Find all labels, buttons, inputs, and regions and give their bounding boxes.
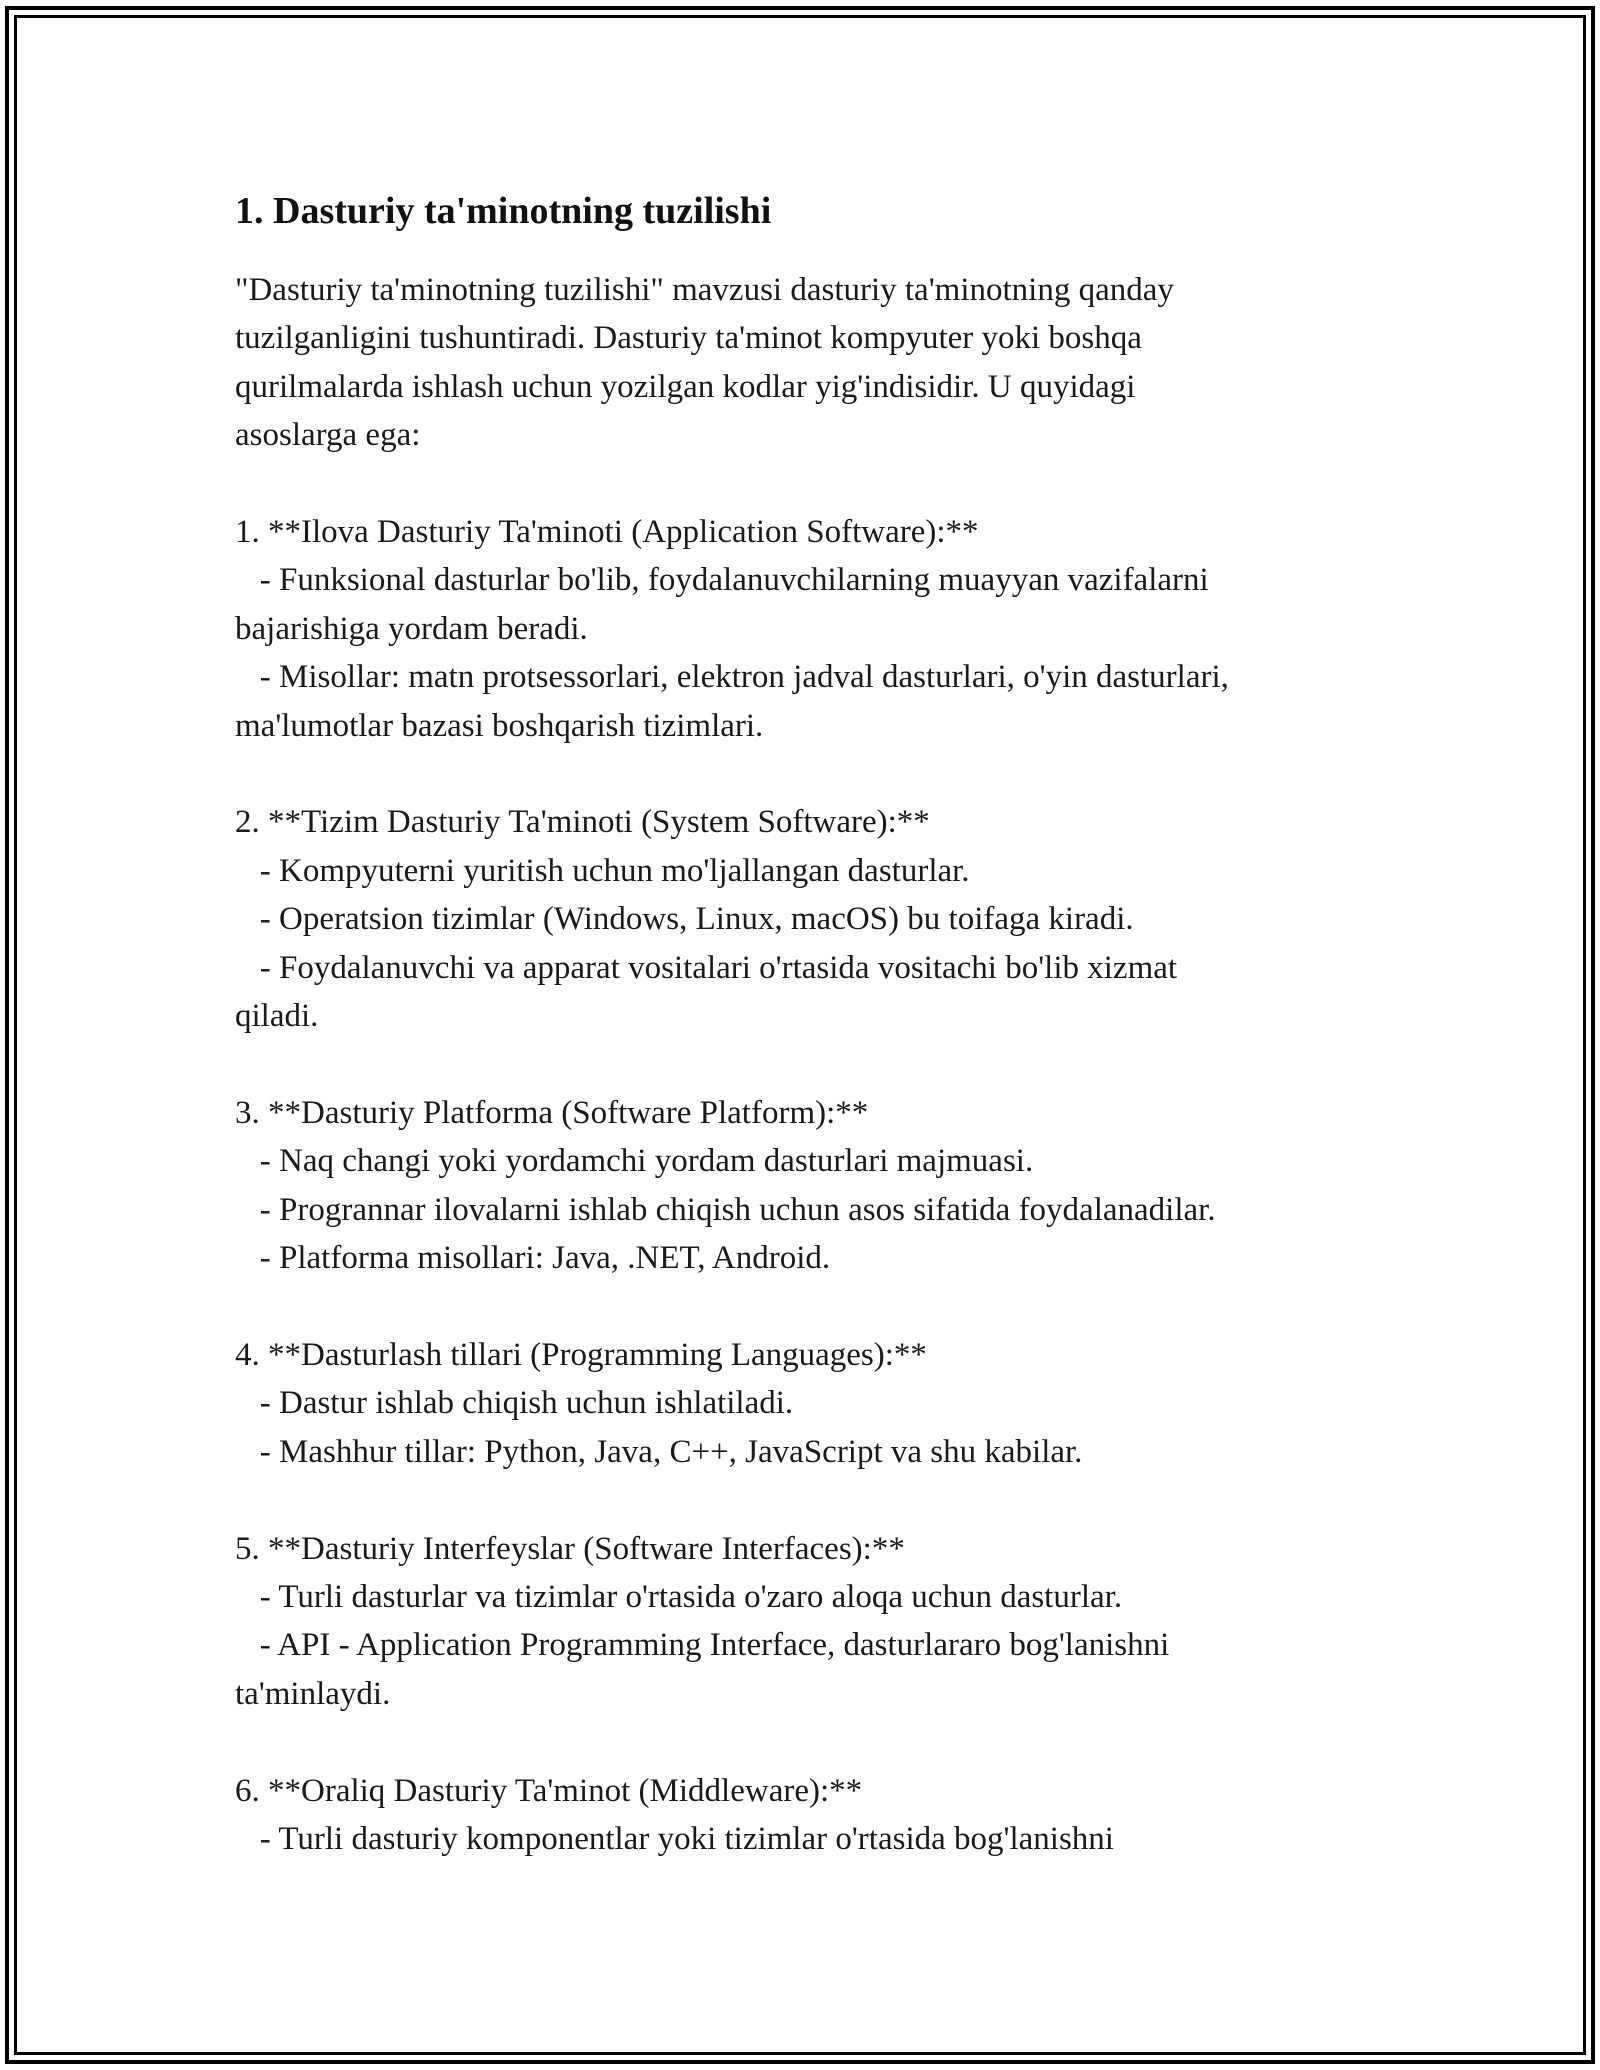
body-text: "Dasturiy ta'minotning tuzilishi" mavzusi dasturiy ta'minotning qanday tuzilganligini tushuntiradi. Dasturiy ta'minot kompyuter yoki boshqa qurilmalarda ishlash uchun yozilgan kodlar yig'indisidir. U quyidagi asoslarga ega: 1. **Ilova Dasturiy Ta'minoti (Application Software):** - Funksional dasturlar bo'lib, foydalanuvchilarning muayyan vazifalarni bajarishiga yordam beradi. - Misollar: matn protsessorlari, elektron jadval dasturlari, o'yin dasturlari, ma'lumotlar bazasi boshqarish tizimlari. 2. **Tizim Dasturiy Ta'minoti (System Software):** - Kompyuterni yuritish uchun mo'ljallangan dasturlar. - Operatsion tizimlar (Windows, Linux, macOS) bu toifaga kiradi. - Foydalanuvchi va apparat vositalari o'rtasida vositachi bo'lib xizmat qiladi. 3. **Dasturiy Platforma (Software Platform):** - Naq changi yoki yordamchi yordam dasturlari majmuasi. - Progrannar ilovalarni ishlab chiqish uchun asos sifatida foydalanadilar. - Platforma misollari: Java, .NET, Android. 4. **Dasturlash tillari (Programming Languages):** - Dastur ishlab chiqish uchun ishlatiladi. - Mashhur tillar: Python, Java, C++, JavaScript va shu kabilar. 5. **Dasturiy Interfeyslar (Software Interfaces):** - Turli dasturlar va tizimlar o'rtasida o'zaro aloqa uchun dasturlar. - API - Application Programming Interface, dasturlararo bog'lanishni ta'minlaydi. 6. **Oraliq Dasturiy Ta'minot (Middleware):** - Turli dasturiy komponentlar yoki tizimlar o'rtasida bog'lanishni	[235, 272, 1229, 1857]
document-content	[235, 186, 1385, 1863]
page-title: 1. Dasturiy ta'minotning tuzilishi	[235, 190, 772, 232]
